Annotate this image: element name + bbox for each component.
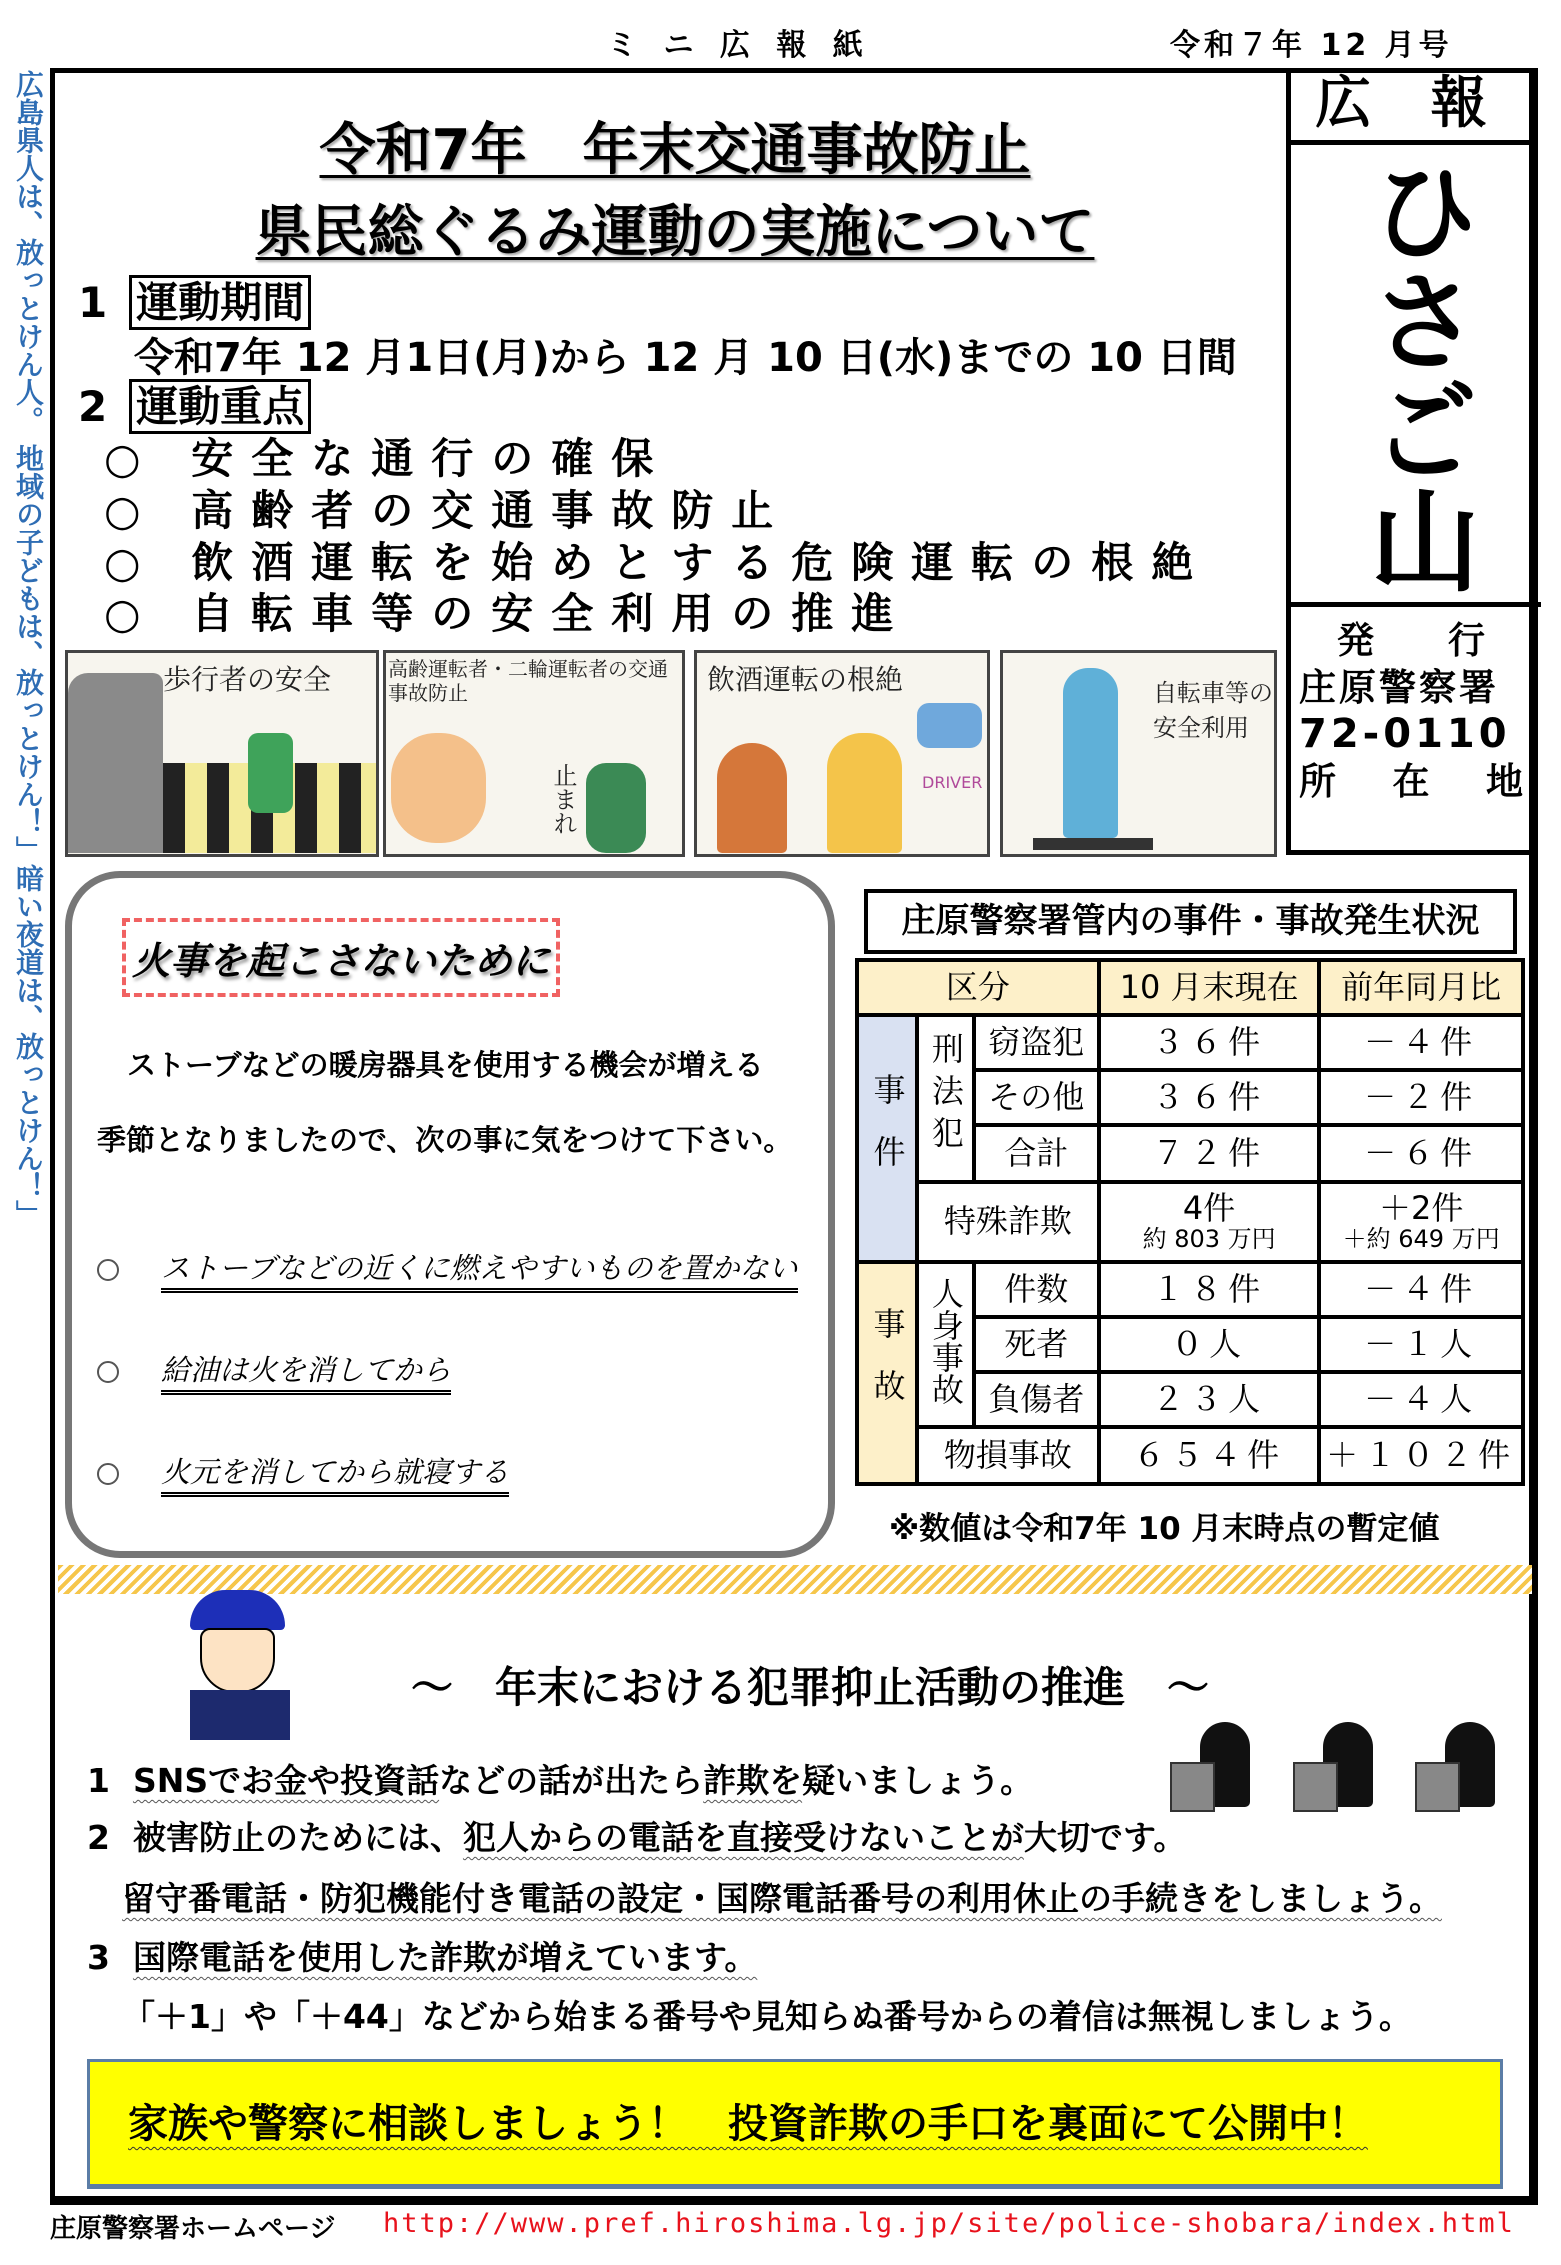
illustration-bicycle-safety: 自転車等の安全利用 — [1000, 650, 1277, 857]
focus-point: ○ 高齢者の交通事故防止 — [104, 486, 792, 535]
table-header: 区分 10 月末現在 前年同月比 — [857, 960, 1523, 1015]
circle-icon — [97, 1361, 119, 1383]
scammer-icon — [1293, 1722, 1383, 1814]
crime-item-3-detail: 「＋1」や「＋44」などから始まる番号や見知らぬ番号からの着信は無視しましょう。 — [122, 1997, 1412, 2036]
issuer-label: 発 行 — [1337, 619, 1485, 662]
table-row: 事件 刑法犯 窃盗犯 ３６件 －４件 — [857, 1015, 1523, 1070]
crime-item-2: 2 被害防止のためには、犯人からの電話を直接受けないことが大切です。 — [87, 1818, 1187, 1857]
crime-item-1: 1 SNSでお金や投資話などの話が出たら詐欺を疑いましょう。 — [87, 1761, 1034, 1800]
fire-item: ストーブなどの近くに燃えやすいものを置かない — [97, 1246, 798, 1293]
section-focus: 2 運動重点 — [78, 374, 311, 434]
campaign-title-2: 県民総ぐるみ運動の実施について — [255, 200, 1095, 265]
table-row: その他 ３６件 －２件 — [857, 1070, 1523, 1125]
homepage-link[interactable]: http://www.pref.hiroshima.lg.jp/site/police-shobara/index.html — [383, 2208, 1515, 2239]
campaign-title-1: 令和7年 年末交通事故防止 — [319, 118, 1031, 183]
masthead — [1286, 68, 1536, 855]
fire-body-2: 季節となりましたので、次の事に気をつけて下さい。 — [97, 1123, 793, 1157]
masthead-name: ひさご山 — [1291, 145, 1541, 607]
issue-date: 令和７年 12 月号 — [1170, 28, 1453, 63]
focus-point: ○ 安全な通行の確保 — [104, 434, 672, 483]
scammer-icons — [1170, 1722, 1505, 1814]
scammer-icon — [1415, 1722, 1505, 1814]
stats-table — [855, 958, 1525, 1486]
motorbike-drawing — [586, 763, 646, 853]
consult-banner — [87, 2059, 1503, 2189]
table-row: 負傷者 ２３人 －４人 — [857, 1372, 1523, 1427]
illustration-drunk-driving: 飲酒運転の根絶 DRIVER — [694, 650, 990, 857]
section-label: 運動期間 — [129, 275, 311, 330]
drinker-drawing — [717, 743, 787, 853]
table-row: 事故 人身事故 件数 １８件 －４件 — [857, 1262, 1523, 1317]
table-row: 物損事故 ６５４件 ＋１０２件 — [857, 1427, 1523, 1484]
table-row: 特殊詐欺 4件 約 803 万円 ＋2件 ＋約 649 万円 — [857, 1182, 1523, 1262]
focus-point: ○ 飲酒運転を始めとする危険運転の根絶 — [104, 538, 1212, 587]
sidebar-slogan: 広島県人は、放っとけん人。 地域の子どもは、放っとけん！」暗い夜道は、放っとけん！」 — [12, 70, 45, 1228]
homepage-label: 庄原警察署ホームページ — [50, 2214, 336, 2244]
car-drawing — [68, 673, 163, 853]
address-label: 所 在 地 — [1299, 760, 1523, 803]
crime-item-3: 3 国際電話を使用した詐欺が増えています。 — [87, 1938, 758, 1977]
crime-item-2-detail: 留守番電話・防犯機能付き電話の設定・国際電話番号の利用休止の手続きをしましょう。 — [122, 1879, 1442, 1918]
fire-title: 火事を起こさないために — [122, 918, 560, 997]
section-period: 1 運動期間 — [78, 270, 311, 330]
masthead-label: 広 報 — [1291, 68, 1531, 145]
pedestrian-drawing — [248, 733, 293, 813]
car-thought-drawing — [917, 703, 982, 748]
issuer-info — [1291, 607, 1531, 815]
fire-body-1: ストーブなどの暖房器具を使用する機会が増える — [127, 1048, 764, 1082]
crime-heading: ～ 年末における犯罪抑止活動の推進 ～ — [410, 1663, 1209, 1712]
driver-drawing — [827, 733, 902, 853]
illustration-pedestrian: 歩行者の安全 — [65, 650, 379, 857]
fire-item: 火元を消してから就寝する — [97, 1450, 509, 1497]
scooter-drawing — [1033, 838, 1153, 850]
table-row: 死者 ０人 －１人 — [857, 1317, 1523, 1372]
scooter-rider-drawing — [1063, 668, 1118, 838]
focus-point: ○ 自転車等の安全利用の推進 — [104, 589, 912, 638]
paper-type: ミ ニ 広 報 紙 — [607, 28, 871, 63]
police-officer-icon — [180, 1590, 310, 1740]
elderly-drawing — [391, 733, 486, 843]
section-label: 運動重点 — [129, 379, 311, 434]
stats-title: 庄原警察署管内の事件・事故発生状況 — [864, 889, 1517, 954]
table-row: 合計 ７２件 －６件 — [857, 1125, 1523, 1182]
fire-prevention-box — [65, 871, 835, 1558]
scammer-icon — [1170, 1722, 1260, 1814]
circle-icon — [97, 1259, 119, 1281]
issuer-phone: 72-0110 — [1299, 711, 1511, 757]
illustration-elderly-driver: 高齢運転者・二輪運転者の交通事故防止 止まれ — [383, 650, 685, 857]
circle-icon — [97, 1463, 119, 1485]
period-text: 令和7年 12 月1日(月)から 12 月 10 日(水)までの 10 日間 — [134, 335, 1237, 381]
stats-note: ※数値は令和7年 10 月末時点の暫定値 — [889, 1511, 1440, 1547]
fire-item: 給油は火を消してから — [97, 1348, 451, 1395]
banner-text: 家族や警察に相談しましょう！ 投資詐欺の手口を裏面にて公開中！ — [128, 2101, 1368, 2147]
issuer-name: 庄原警察署 — [1299, 666, 1499, 709]
